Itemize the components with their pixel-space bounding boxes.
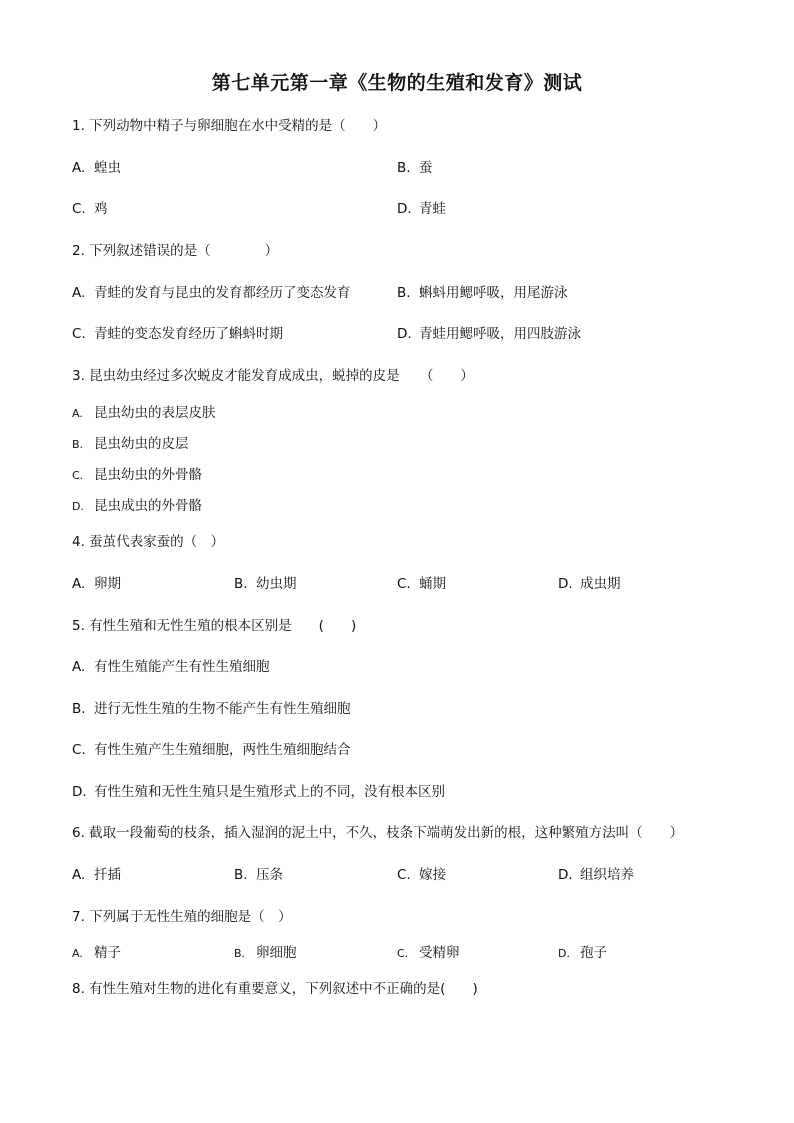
option-letter: D. xyxy=(558,576,573,592)
question-8-stem: 8. 有性生殖对生物的进化有重要意义，下列叙述中不正确的是( ) xyxy=(72,981,478,997)
q7-option-c xyxy=(397,941,460,961)
q3-option-d xyxy=(72,494,202,514)
question-2-stem: 2. 下列叙述错误的是（ ） xyxy=(72,243,279,259)
option-text: 青蛙用鳃呼吸，用四肢游泳 xyxy=(419,326,581,342)
option-text: 昆虫幼虫的表层皮肤 xyxy=(94,405,216,421)
option-text: 有性生殖产生生殖细胞，两性生殖细胞结合 xyxy=(94,742,351,758)
option-text: 有性生殖能产生有性生殖细胞 xyxy=(94,659,270,675)
option-letter: C. xyxy=(397,947,409,960)
option-text: 有性生殖和无性生殖只是生殖形式上的不同，没有根本区别 xyxy=(94,784,445,800)
option-letter: A. xyxy=(72,947,83,960)
option-text: 昆虫成虫的外骨骼 xyxy=(94,498,202,514)
q2-option-a xyxy=(72,281,351,301)
q4-option-b xyxy=(234,572,297,592)
option-letter: C. xyxy=(72,326,86,342)
option-letter: C. xyxy=(72,201,86,217)
option-text: 幼虫期 xyxy=(256,576,297,592)
q4-option-d xyxy=(558,572,621,592)
option-letter: C. xyxy=(397,576,411,592)
option-letter: D. xyxy=(397,201,412,217)
option-letter: D. xyxy=(558,867,573,883)
option-text: 昆虫幼虫的外骨骼 xyxy=(94,467,202,483)
option-text: 受精卵 xyxy=(419,945,460,961)
q7-option-a xyxy=(72,941,121,961)
option-text: 扦插 xyxy=(94,867,121,883)
q6-option-d xyxy=(558,863,634,883)
option-letter: C. xyxy=(72,742,86,758)
option-text: 鸡 xyxy=(94,201,108,217)
option-text: 成虫期 xyxy=(580,576,621,592)
option-letter: D. xyxy=(72,784,87,800)
option-letter: C. xyxy=(72,469,84,482)
q3-option-b xyxy=(72,432,189,452)
option-letter: D. xyxy=(72,500,84,513)
question-7-stem: 7. 下列属于无性生殖的细胞是（ ） xyxy=(72,909,292,925)
option-text: 青蛙的发育与昆虫的发育都经历了变态发育 xyxy=(94,285,351,301)
option-letter: D. xyxy=(558,947,570,960)
option-text: 孢子 xyxy=(580,945,607,961)
q2-option-c xyxy=(72,322,283,342)
question-3-stem: 3. 昆虫幼虫经过多次蜕皮才能发育成成虫，蜕掉的皮是 （ ） xyxy=(72,368,474,384)
option-text: 青蛙 xyxy=(419,201,446,217)
q7-option-d xyxy=(558,941,607,961)
q2-option-b xyxy=(397,281,568,301)
option-letter: B. xyxy=(234,947,246,960)
q6-option-b xyxy=(234,863,283,883)
option-letter: A. xyxy=(72,285,86,301)
option-text: 组织培养 xyxy=(580,867,634,883)
q1-option-c xyxy=(72,197,108,217)
question-4-stem: 4. 蚕茧代表家蚕的（ ） xyxy=(72,534,225,550)
option-letter: D. xyxy=(397,326,412,342)
option-letter: B. xyxy=(234,576,248,592)
option-text: 蛹期 xyxy=(419,576,446,592)
option-letter: B. xyxy=(72,701,86,717)
option-letter: B. xyxy=(397,285,411,301)
option-letter: B. xyxy=(234,867,248,883)
option-letter: A. xyxy=(72,160,86,176)
q4-option-c xyxy=(397,572,446,592)
option-text: 蚕 xyxy=(419,160,433,176)
q1-option-b xyxy=(397,156,433,176)
option-text: 青蛙的变态发育经历了蝌蚪时期 xyxy=(94,326,283,342)
option-letter: C. xyxy=(397,867,411,883)
option-text: 昆虫幼虫的皮层 xyxy=(94,436,189,452)
option-letter: A. xyxy=(72,407,83,420)
question-5-stem: 5. 有性生殖和无性生殖的根本区别是 ( ) xyxy=(72,618,357,634)
option-text: 压条 xyxy=(256,867,283,883)
option-text: 卵细胞 xyxy=(256,945,297,961)
question-1-stem: 1. 下列动物中精子与卵细胞在水中受精的是（ ） xyxy=(72,118,387,134)
q6-option-a xyxy=(72,863,121,883)
q7-option-b xyxy=(234,941,297,961)
option-letter: B. xyxy=(72,438,84,451)
option-letter: A. xyxy=(72,867,86,883)
q5-option-d xyxy=(72,780,445,800)
page-title: 第七单元第一章《生物的生殖和发育》测试 xyxy=(211,72,583,94)
q3-option-c xyxy=(72,463,202,483)
q4-option-a xyxy=(72,572,121,592)
q6-option-c xyxy=(397,863,446,883)
q5-option-c xyxy=(72,738,351,758)
q2-option-d xyxy=(397,322,581,342)
option-text: 精子 xyxy=(94,945,121,961)
q5-option-a xyxy=(72,655,270,675)
option-text: 进行无性生殖的生物不能产生有性生殖细胞 xyxy=(94,701,351,717)
q3-option-a xyxy=(72,401,216,421)
q1-option-d xyxy=(397,197,446,217)
option-text: 嫁接 xyxy=(419,867,446,883)
option-text: 蝌蚪用鳃呼吸，用尾游泳 xyxy=(419,285,568,301)
q1-option-a xyxy=(72,156,121,176)
question-6-stem: 6. 截取一段葡萄的枝条，插入湿润的泥土中，不久，枝条下端萌发出新的根，这种繁殖方法叫（ ） xyxy=(72,825,684,841)
option-text: 蝗虫 xyxy=(94,160,121,176)
option-letter: B. xyxy=(397,160,411,176)
option-letter: A. xyxy=(72,659,86,675)
q5-option-b xyxy=(72,697,351,717)
option-letter: A. xyxy=(72,576,86,592)
option-text: 卵期 xyxy=(94,576,121,592)
